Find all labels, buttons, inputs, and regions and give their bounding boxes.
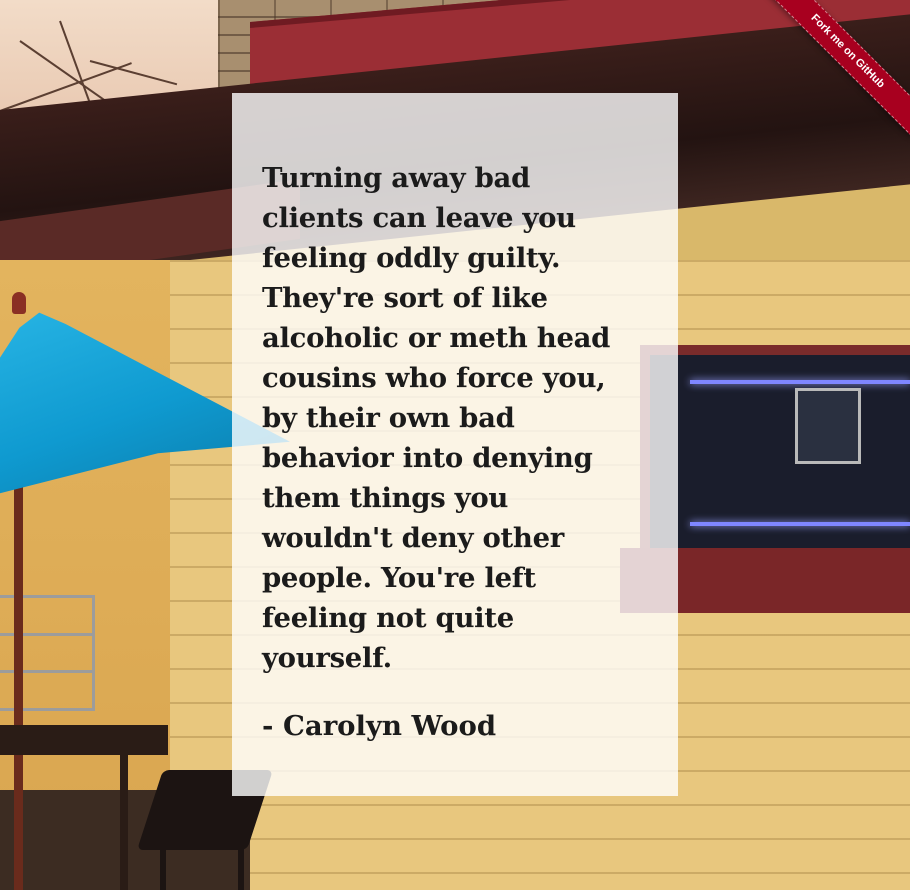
umbrella-finial: [12, 292, 26, 314]
quote-line: alcoholic or meth head: [262, 322, 611, 354]
quote-line: behavior into denying: [262, 442, 593, 474]
restaurant-window: [640, 345, 910, 565]
chair-leg: [160, 800, 166, 890]
umbrella-pole: [14, 450, 23, 890]
quote-line: clients can leave you: [262, 202, 576, 234]
quote-attribution: - Carolyn Wood: [262, 710, 497, 742]
quote-line: cousins who force you,: [262, 362, 606, 394]
quote-line: wouldn't deny other: [262, 522, 564, 554]
window-lights: [690, 380, 910, 384]
fork-ribbon-container: [761, 0, 910, 149]
window-picture: [795, 388, 861, 464]
quote-line: Turning away bad: [262, 162, 530, 194]
quote-line: them things you: [262, 482, 509, 514]
quote-text: [262, 158, 662, 678]
table-leg: [120, 755, 128, 890]
quote-line: people. You're left: [262, 562, 536, 594]
patio-table: [0, 725, 168, 755]
chair-leg: [238, 800, 244, 890]
quote-line: feeling not quite: [262, 602, 514, 634]
quote-line: They're sort of like: [262, 282, 548, 314]
quote-line: feeling oddly guilty.: [262, 242, 561, 274]
quote-line: by their own bad: [262, 402, 515, 434]
quote-line: yourself.: [262, 642, 392, 674]
window-lights: [690, 522, 910, 526]
fork-me-on-github-ribbon[interactable]: Fork me on GitHub: [763, 0, 910, 136]
